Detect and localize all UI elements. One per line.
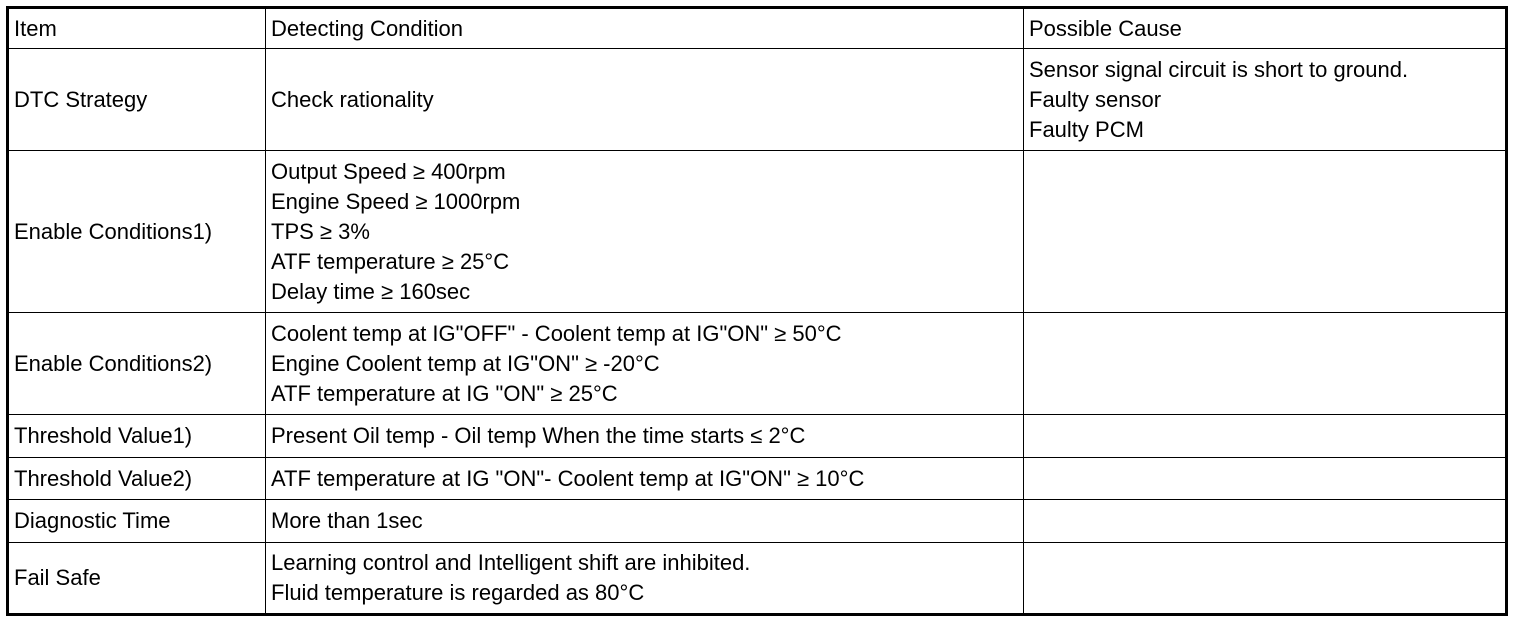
table-row (8, 458, 1507, 500)
header-condition: Detecting Condition (266, 8, 1024, 49)
condition-line: Learning control and Intelligent shift are inhibited. (271, 550, 751, 575)
table-header-row (8, 8, 1507, 49)
cause-cell (1024, 313, 1507, 415)
table-row (8, 543, 1507, 615)
condition-cell (266, 543, 1024, 615)
condition-cell (266, 49, 1024, 151)
cause-cell (1024, 500, 1507, 543)
header-cause: Possible Cause (1024, 8, 1507, 49)
condition-line: Present Oil temp - Oil temp When the time starts ≤ 2°C (271, 423, 806, 448)
cause-cell (1024, 458, 1507, 500)
cause-cell (1024, 415, 1507, 458)
cause-cell (1024, 151, 1507, 313)
condition-line: More than 1sec (271, 508, 423, 533)
item-cell: Threshold Value1) (8, 415, 266, 458)
item-cell: Threshold Value2) (8, 458, 266, 500)
condition-cell (266, 151, 1024, 313)
condition-line: TPS ≥ 3% (271, 218, 370, 244)
condition-line: Coolent temp at IG"OFF" - Coolent temp at IG"ON" ≥ 50°C (271, 320, 842, 346)
header-item: Item (8, 8, 266, 49)
condition-cell (266, 500, 1024, 543)
dtc-table (6, 6, 1508, 616)
cause-cell (1024, 49, 1507, 151)
table-row (8, 415, 1507, 458)
table-row (8, 313, 1507, 415)
condition-line: Engine Speed ≥ 1000rpm (271, 188, 521, 214)
condition-line: Delay time ≥ 160sec (271, 278, 471, 304)
condition-line: Engine Coolent temp at IG"ON" ≥ -20°C (271, 350, 660, 376)
condition-cell (266, 458, 1024, 500)
table-row (8, 151, 1507, 313)
item-cell: Enable Conditions2) (8, 313, 266, 415)
cause-cell (1024, 543, 1507, 615)
cause-line: Faulty PCM (1029, 116, 1144, 142)
condition-line: Check rationality (271, 86, 434, 112)
condition-line: ATF temperature ≥ 25°C (271, 248, 510, 274)
item-cell: Enable Conditions1) (8, 151, 266, 313)
cause-line: Sensor signal circuit is short to ground. (1029, 56, 1409, 82)
condition-cell (266, 415, 1024, 458)
item-cell: Diagnostic Time (8, 500, 266, 543)
condition-cell (266, 313, 1024, 415)
condition-line: Fluid temperature is regarded as 80°C (271, 580, 645, 605)
condition-line: ATF temperature at IG "ON"- Coolent temp at IG"ON" ≥ 10°C (271, 465, 865, 491)
cause-line: Faulty sensor (1029, 86, 1162, 112)
item-cell: DTC Strategy (8, 49, 266, 151)
condition-line: Output Speed ≥ 400rpm (271, 158, 506, 184)
table-row (8, 49, 1507, 151)
table-row (8, 500, 1507, 543)
item-cell: Fail Safe (8, 543, 266, 615)
condition-line: ATF temperature at IG "ON" ≥ 25°C (271, 380, 618, 406)
